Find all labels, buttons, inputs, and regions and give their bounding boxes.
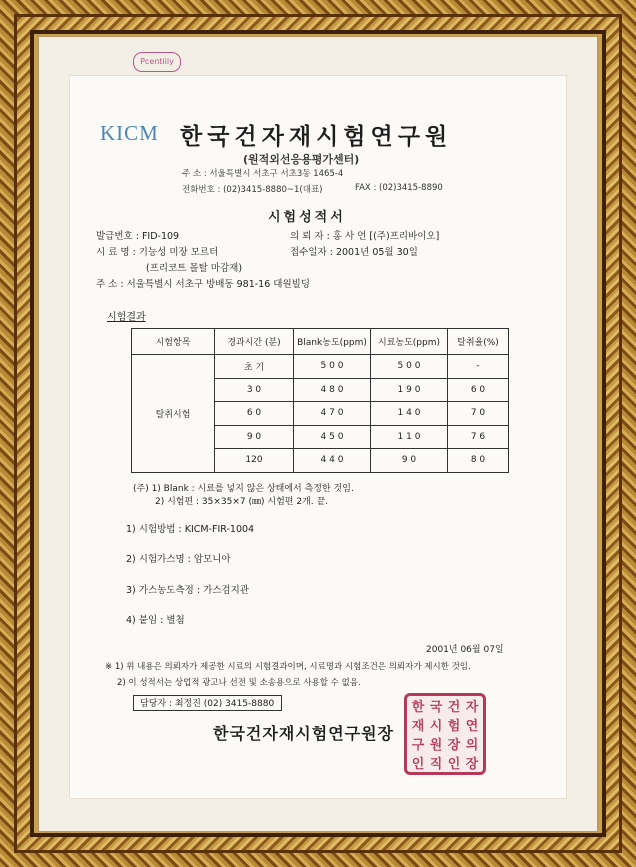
- col-header: 시험항목: [132, 329, 215, 355]
- seal-char: 연: [465, 719, 479, 734]
- table-cell: 4 4 0: [294, 449, 371, 473]
- seal-char: 인: [411, 757, 425, 772]
- col-header: 경과시간 (분): [215, 329, 294, 355]
- table-cell: 3 0: [215, 378, 294, 402]
- seal-char: 의: [465, 738, 479, 753]
- table-cell: 6 0: [215, 402, 294, 426]
- results-section-title: 시험결과: [107, 312, 146, 323]
- results-table: [131, 328, 509, 473]
- seal-char: 구: [411, 738, 425, 753]
- table-cell: 5 0 0: [294, 355, 371, 379]
- issue-date: 2001년 06월 07일: [426, 645, 504, 655]
- footnote-1: ※ 1) 위 내용은 의뢰자가 제공한 시료의 시험결과이며, 시료명과 시험조건은 의뢰자가 제시한 것임.: [105, 662, 471, 672]
- seal-char: 국: [429, 700, 443, 715]
- seal-char: 장: [465, 757, 479, 772]
- seal-char: 한: [411, 700, 425, 715]
- table-cell: 7 6: [448, 425, 509, 449]
- table-cell: 4 8 0: [294, 378, 371, 402]
- kicm-logo: KICM: [100, 121, 159, 145]
- client: 의 뢰 자 : 홍 사 언 [(주)프리바이오]: [290, 231, 440, 242]
- seal-char: 건: [447, 700, 461, 715]
- table-cell: 5 0 0: [371, 355, 448, 379]
- test-method: 1) 시험방법 : KICM-FIR-1004: [126, 524, 255, 535]
- seal-char: 원: [429, 738, 443, 753]
- col-header: Blank농도(ppm): [294, 329, 371, 355]
- institute-phone: 전화번호 : (02)3415-8880~1(대표): [182, 185, 323, 195]
- table-cell: 9 0: [371, 449, 448, 473]
- official-seal: [404, 693, 486, 775]
- seal-char: 재: [411, 719, 425, 734]
- table-cell: 4 5 0: [294, 425, 371, 449]
- table-cell: 1 1 0: [371, 425, 448, 449]
- table-cell: 4 7 0: [294, 402, 371, 426]
- document-title: 시험성적서: [268, 210, 346, 225]
- table-row: [132, 355, 509, 379]
- seal-char: 자: [465, 700, 479, 715]
- sample-name: 시 료 명 : 기능성 미장 모르터: [96, 247, 219, 258]
- issue-number: 발급번호 : FID-109: [96, 231, 180, 242]
- institute-fax: FAX : (02)3415-8890: [355, 183, 443, 193]
- contact-person: 담당자 : 최정진 (02) 3415-8880: [133, 695, 282, 711]
- table-cell: 7 0: [448, 402, 509, 426]
- institute-name: 한국건자재시험연구원: [180, 123, 453, 150]
- col-header: 탈취율(%): [448, 329, 509, 355]
- table-cell: 9 0: [215, 425, 294, 449]
- table-cell: 1 9 0: [371, 378, 448, 402]
- seal-char: 험: [447, 719, 461, 734]
- top-stamp: Pcentiily: [133, 52, 181, 72]
- footer-institute: 한국건자재시험연구원장: [213, 724, 395, 743]
- table-cell: 1 4 0: [371, 402, 448, 426]
- note-2: 2) 시험편 : 35×35×7 (㎜) 시험편 2개. 끝.: [155, 497, 329, 507]
- seal-char: 장: [447, 738, 461, 753]
- seal-char: 직: [429, 757, 443, 772]
- seal-char: 시: [429, 719, 443, 734]
- table-cell: 6 0: [448, 378, 509, 402]
- col-header: 시료농도(ppm): [371, 329, 448, 355]
- test-gas: 2) 시험가스명 : 암모니아: [126, 554, 231, 565]
- institute-address: 주 소 : 서울특별시 서초구 서초3동 1465-4: [182, 169, 344, 179]
- client-address: 주 소 : 서울특별시 서초구 방배동 981-16 대원빌딩: [96, 279, 310, 290]
- seal-char: 인: [447, 757, 461, 772]
- table-cell: 120: [215, 449, 294, 473]
- received-date: 접수일자 : 2001년 05월 30일: [290, 247, 418, 258]
- subcenter-name: (원적외선응용평가센터): [243, 153, 360, 166]
- table-cell: -: [448, 355, 509, 379]
- note-1: (주) 1) Blank : 시료를 넣지 않은 상태에서 측정한 것임.: [133, 484, 354, 494]
- attachment: 4) 붙임 : 별첨: [126, 615, 185, 626]
- sample-note: (프리코트 몰탈 마감재): [146, 263, 243, 274]
- test-item-cell: 탈취시험: [132, 355, 215, 473]
- table-cell: 8 0: [448, 449, 509, 473]
- gas-measurement: 3) 가스농도측정 : 가스검지관: [126, 585, 249, 596]
- footnote-2: 2) 이 성적서는 상업적 광고나 선전 및 소송용으로 사용할 수 없음.: [117, 678, 361, 688]
- table-cell: 초 기: [215, 355, 294, 379]
- table-header-row: [132, 329, 509, 355]
